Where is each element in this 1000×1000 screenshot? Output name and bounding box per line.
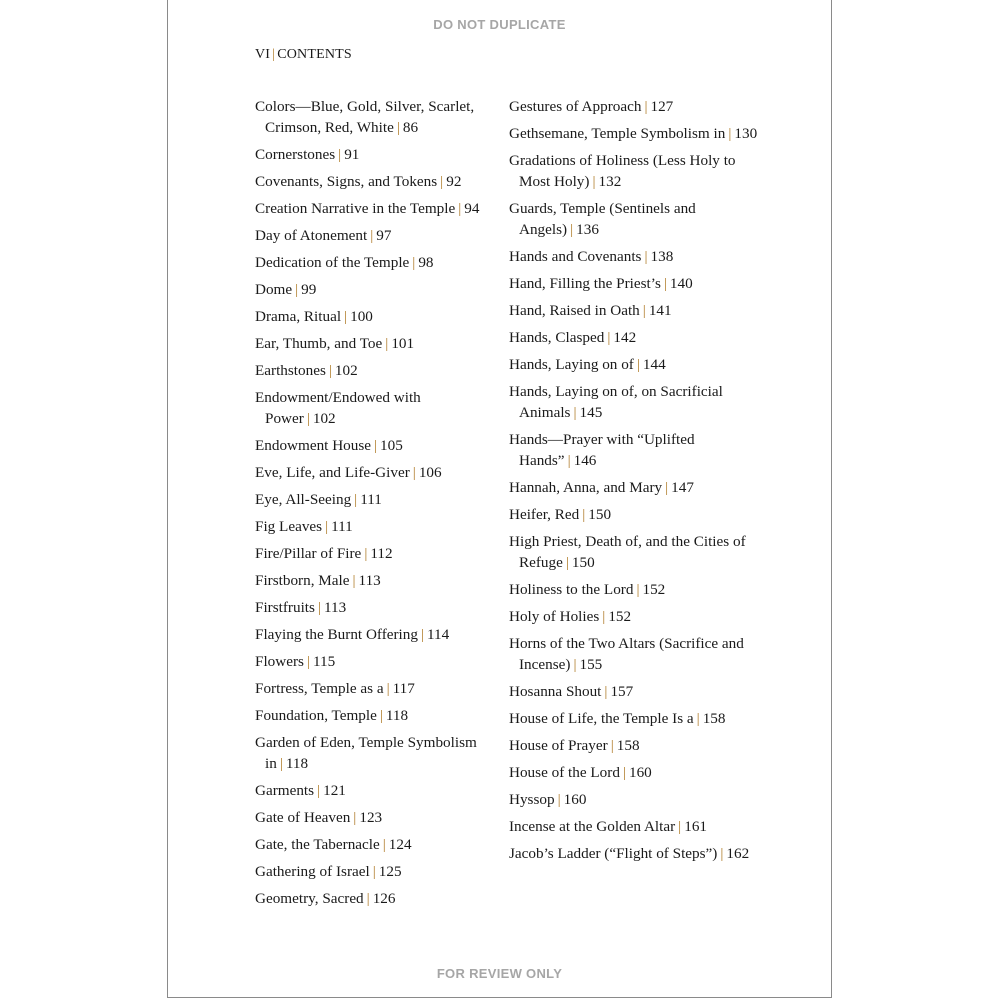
toc-entry-page: 144 xyxy=(642,356,666,373)
toc-entry-title: Dome xyxy=(255,281,293,298)
toc-entry-title: Eve, Life, and Life-Giver xyxy=(255,464,410,481)
toc-entry-page: 161 xyxy=(684,818,707,835)
toc-entry-title: Ear, Thumb, and Toe xyxy=(255,335,383,352)
toc-entry-title: Garden of Eden, Temple Symbolism in xyxy=(255,734,477,772)
toc-entry xyxy=(255,651,495,672)
separator: | xyxy=(665,479,669,496)
toc-entry xyxy=(509,606,759,627)
toc-entry-title: Dedication of the Temple xyxy=(255,254,410,271)
toc-entry-title: Gathering of Israel xyxy=(255,863,370,880)
toc-entry-title: Incense at the Golden Altar xyxy=(509,818,676,835)
toc-entry-title: Day of Atonement xyxy=(255,227,368,244)
toc-entry-title: Hand, Raised in Oath xyxy=(509,302,640,319)
toc-entry-page: 111 xyxy=(360,491,382,508)
separator: | xyxy=(644,98,648,115)
toc-entry xyxy=(509,198,759,240)
toc-entry xyxy=(509,354,759,375)
separator: | xyxy=(385,335,389,352)
toc-entry-page: 158 xyxy=(702,710,726,727)
toc-entry xyxy=(509,477,759,498)
separator: | xyxy=(279,755,283,772)
toc-entry-title: Hyssop xyxy=(509,791,555,808)
toc-entry-page: 105 xyxy=(380,437,403,454)
toc-entry-page: 100 xyxy=(350,308,373,325)
toc-entry-title: Hands—Prayer with “Uplifted Hands” xyxy=(509,431,695,469)
separator: | xyxy=(622,764,626,781)
separator: | xyxy=(607,329,611,346)
toc-entry xyxy=(255,198,495,219)
separator: | xyxy=(663,275,667,292)
separator: | xyxy=(386,680,390,697)
separator: | xyxy=(364,545,368,562)
toc-entry xyxy=(509,327,759,348)
toc-entry-title: Gate, the Tabernacle xyxy=(255,836,380,853)
toc-entry-page: 111 xyxy=(331,518,353,535)
toc-entry xyxy=(255,252,495,273)
toc-entry xyxy=(255,678,495,699)
toc-entry-page: 142 xyxy=(613,329,637,346)
separator: | xyxy=(352,572,356,589)
toc-entry-page: 160 xyxy=(628,764,652,781)
toc-entry xyxy=(509,762,759,783)
toc-entry-page: 157 xyxy=(610,683,634,700)
toc-entry xyxy=(509,96,759,117)
toc-entry-title: Hannah, Anna, and Mary xyxy=(509,479,663,496)
toc-entry-title: Flaying the Burnt Offering xyxy=(255,626,418,643)
toc-entry xyxy=(255,543,495,564)
toc-entry-title: Jacob’s Ladder (“Flight of Steps”) xyxy=(509,845,718,862)
toc-entry xyxy=(255,387,495,429)
toc-entry-page: 136 xyxy=(576,221,599,238)
toc-entry-page: 125 xyxy=(378,863,402,880)
toc-entry-title: Foundation, Temple xyxy=(255,707,377,724)
toc-entry-page: 152 xyxy=(642,581,666,598)
toc-entry xyxy=(509,708,759,729)
separator: | xyxy=(604,683,608,700)
toc-entry-title: Garments xyxy=(255,782,315,799)
separator: | xyxy=(306,410,310,427)
toc-entry-title: Colors—Blue, Gold, Silver, Scarlet, Crimson, Red, White xyxy=(255,98,475,136)
separator: | xyxy=(354,491,358,508)
separator: | xyxy=(458,200,462,217)
toc-entry-page: 150 xyxy=(588,506,612,523)
separator: | xyxy=(582,506,586,523)
toc-entry xyxy=(255,861,495,882)
contents-column-left xyxy=(255,96,495,915)
toc-entry xyxy=(509,429,759,471)
separator: | xyxy=(366,890,370,907)
toc-entry xyxy=(255,570,495,591)
toc-entry xyxy=(255,360,495,381)
separator: | xyxy=(396,119,400,136)
book-page xyxy=(167,0,832,998)
toc-entry-page: 123 xyxy=(359,809,383,826)
toc-entry-title: Fortress, Temple as a xyxy=(255,680,384,697)
toc-entry-page: 106 xyxy=(418,464,442,481)
toc-entry xyxy=(255,462,495,483)
toc-entry xyxy=(509,123,759,144)
contents-column-right xyxy=(509,96,759,870)
toc-entry-page: 147 xyxy=(671,479,694,496)
separator: | xyxy=(374,437,378,454)
toc-entry xyxy=(255,144,495,165)
toc-entry-page: 145 xyxy=(579,404,603,421)
toc-entry-title: Endowment House xyxy=(255,437,371,454)
separator: | xyxy=(573,404,577,421)
toc-entry-page: 92 xyxy=(446,173,462,190)
toc-entry-title: Covenants, Signs, and Tokens xyxy=(255,173,438,190)
toc-entry-page: 91 xyxy=(344,146,360,163)
toc-entry-title: Hand, Filling the Priest’s xyxy=(509,275,661,292)
toc-entry-title: Holiness to the Lord xyxy=(509,581,634,598)
toc-entry-page: 117 xyxy=(392,680,415,697)
running-head xyxy=(255,47,352,63)
toc-entry-title: Fire/Pillar of Fire xyxy=(255,545,362,562)
watermark-top: DO NOT DUPLICATE xyxy=(433,17,566,32)
toc-entry-title: Hands, Laying on of xyxy=(509,356,634,373)
toc-entry-page: 130 xyxy=(734,125,758,142)
toc-entry xyxy=(509,273,759,294)
section-title: CONTENTS xyxy=(277,47,352,62)
toc-entry xyxy=(255,888,495,909)
toc-entry-page: 97 xyxy=(376,227,392,244)
toc-entry-title: Firstfruits xyxy=(255,599,315,616)
toc-entry xyxy=(509,633,759,675)
separator: | xyxy=(636,581,640,598)
toc-entry xyxy=(255,333,495,354)
separator: | xyxy=(696,710,700,727)
toc-entry-page: 118 xyxy=(385,707,409,724)
folio: VI xyxy=(255,47,271,62)
toc-entry-title: Drama, Ritual xyxy=(255,308,342,325)
toc-entry-page: 114 xyxy=(427,626,450,643)
toc-entry-title: Hands, Laying on of, on Sacrificial Animals xyxy=(509,383,723,421)
separator: | xyxy=(440,173,444,190)
toc-entry-page: 138 xyxy=(650,248,674,265)
toc-entry-title: House of the Lord xyxy=(509,764,620,781)
separator: | xyxy=(306,653,310,670)
toc-entry-page: 141 xyxy=(648,302,672,319)
toc-entry xyxy=(255,225,495,246)
separator: | xyxy=(412,254,416,271)
separator: | xyxy=(325,518,329,535)
separator: | xyxy=(728,125,732,142)
toc-entry xyxy=(509,843,759,864)
toc-entry xyxy=(509,381,759,423)
toc-entry xyxy=(255,780,495,801)
toc-entry xyxy=(255,171,495,192)
toc-entry-page: 98 xyxy=(418,254,434,271)
toc-entry-page: 140 xyxy=(669,275,693,292)
separator: | xyxy=(636,356,640,373)
toc-entry-page: 118 xyxy=(285,755,309,772)
toc-entry-title: Gestures of Approach xyxy=(509,98,642,115)
toc-entry xyxy=(255,489,495,510)
toc-entry xyxy=(509,789,759,810)
toc-entry-title: Cornerstones xyxy=(255,146,336,163)
toc-entry-page: 99 xyxy=(301,281,317,298)
toc-entry xyxy=(255,597,495,618)
toc-entry xyxy=(255,516,495,537)
toc-entry-title: Firstborn, Male xyxy=(255,572,350,589)
toc-entry xyxy=(509,816,759,837)
toc-entry-title: Horns of the Two Altars (Sacrifice and Incense) xyxy=(509,635,744,673)
toc-entry xyxy=(255,624,495,645)
toc-entry-page: 155 xyxy=(579,656,603,673)
watermark-bottom: FOR REVIEW ONLY xyxy=(436,966,563,981)
toc-entry-page: 126 xyxy=(372,890,396,907)
toc-entry-title: Hosanna Shout xyxy=(509,683,602,700)
toc-entry-page: 115 xyxy=(312,653,336,670)
toc-entry-title: Gradations of Holiness (Less Holy to Most Holy) xyxy=(509,152,736,190)
toc-entry xyxy=(255,834,495,855)
separator: | xyxy=(420,626,425,643)
toc-entry xyxy=(509,246,759,267)
toc-entry-page: 152 xyxy=(608,608,632,625)
toc-entry-title: House of Life, the Temple Is a xyxy=(509,710,694,727)
toc-entry-page: 86 xyxy=(402,119,419,136)
separator: | xyxy=(565,554,569,571)
separator: | xyxy=(567,452,571,469)
toc-entry-page: 113 xyxy=(323,599,347,616)
toc-entry xyxy=(509,681,759,702)
toc-entry xyxy=(509,150,759,192)
toc-entry-title: Geometry, Sacred xyxy=(255,890,364,907)
separator: | xyxy=(370,227,374,244)
toc-entry-title: Creation Narrative in the Temple xyxy=(255,200,456,217)
separator: | xyxy=(328,362,332,379)
toc-entry xyxy=(255,705,495,726)
toc-entry-title: Guards, Temple (Sentinels and Angels) xyxy=(509,200,696,238)
separator: | xyxy=(353,809,357,826)
separator: | xyxy=(557,791,561,808)
separator: | xyxy=(317,782,321,799)
toc-entry-page: 112 xyxy=(370,545,393,562)
separator: | xyxy=(379,707,383,724)
toc-entry-title: High Priest, Death of, and the Cities of Refuge xyxy=(509,533,746,571)
toc-entry xyxy=(509,300,759,321)
toc-entry-title: Flowers xyxy=(255,653,304,670)
toc-entry-title: Gate of Heaven xyxy=(255,809,351,826)
toc-entry-title: Hands and Covenants xyxy=(509,248,642,265)
toc-entry-title: Endowment/Endowed with Power xyxy=(255,389,421,427)
toc-entry-page: 127 xyxy=(650,98,674,115)
toc-entry-page: 132 xyxy=(598,173,622,190)
toc-entry-title: Heifer, Red xyxy=(509,506,580,523)
toc-entry-title: Fig Leaves xyxy=(255,518,323,535)
toc-entry xyxy=(509,579,759,600)
separator: | xyxy=(678,818,682,835)
separator: | xyxy=(592,173,596,190)
toc-entry-title: Hands, Clasped xyxy=(509,329,605,346)
separator: | xyxy=(644,248,648,265)
toc-entry-page: 113 xyxy=(358,572,381,589)
separator: | xyxy=(412,464,416,481)
toc-entry-page: 146 xyxy=(573,452,597,469)
toc-entry-title: Earthstones xyxy=(255,362,326,379)
toc-entry-title: House of Prayer xyxy=(509,737,608,754)
separator: | xyxy=(642,302,646,319)
toc-entry-page: 150 xyxy=(571,554,595,571)
separator: | xyxy=(372,863,376,880)
toc-entry-page: 121 xyxy=(323,782,346,799)
separator: | xyxy=(344,308,348,325)
toc-entry-page: 101 xyxy=(391,335,415,352)
separator: | xyxy=(570,221,574,238)
toc-entry xyxy=(509,735,759,756)
toc-entry-page: 102 xyxy=(334,362,358,379)
toc-entry xyxy=(255,732,495,774)
toc-entry-page: 162 xyxy=(726,845,750,862)
separator: | xyxy=(272,47,276,62)
toc-entry xyxy=(255,435,495,456)
toc-entry xyxy=(255,807,495,828)
separator: | xyxy=(602,608,606,625)
toc-entry-page: 94 xyxy=(464,200,480,217)
toc-entry xyxy=(255,306,495,327)
toc-entry-title: Gethsemane, Temple Symbolism in xyxy=(509,125,726,142)
separator: | xyxy=(317,599,321,616)
toc-entry xyxy=(509,504,759,525)
toc-entry xyxy=(509,531,759,573)
toc-entry-title: Holy of Holies xyxy=(509,608,600,625)
toc-entry-page: 160 xyxy=(563,791,587,808)
toc-entry xyxy=(255,279,495,300)
separator: | xyxy=(720,845,724,862)
toc-entry-title: Eye, All-Seeing xyxy=(255,491,352,508)
toc-entry-page: 102 xyxy=(312,410,336,427)
separator: | xyxy=(295,281,299,298)
separator: | xyxy=(573,656,577,673)
toc-entry xyxy=(255,96,495,138)
separator: | xyxy=(338,146,342,163)
toc-entry-page: 124 xyxy=(388,836,412,853)
separator: | xyxy=(382,836,386,853)
toc-entry-page: 158 xyxy=(616,737,640,754)
separator: | xyxy=(610,737,614,754)
